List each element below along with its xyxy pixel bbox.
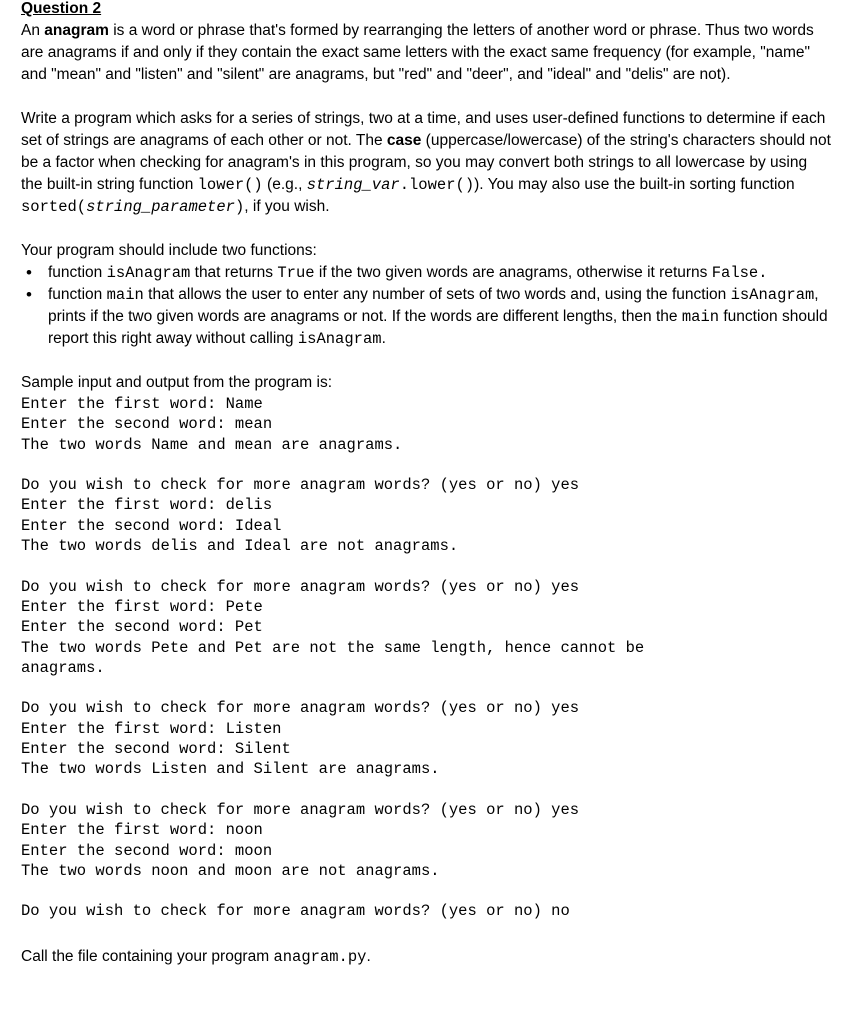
task-text-3: (e.g., xyxy=(262,176,307,193)
item2-text-4: function should report this right away without calling xyxy=(48,308,828,347)
item1-text-2: that returns xyxy=(190,264,278,281)
task-paragraph xyxy=(21,108,831,218)
code-main: main xyxy=(106,286,144,304)
code-false: False. xyxy=(711,264,768,282)
task-text-2: (uppercase/lowercase) of the string's characters should not be a factor when checking for anagram's in this program, so you may convert both strings to all lowercase by using the built-in string function xyxy=(21,132,831,193)
sample-label: Sample input and output from the program is: xyxy=(21,374,333,391)
sample-session-5: Do you wish to check for more anagram words? (yes or no) yes Enter the first word: noon Enter the second word: moon The two words noon and moon are not anagrams. xyxy=(21,800,580,880)
code-string-var: string_var xyxy=(306,176,400,194)
case-word: case xyxy=(386,132,422,149)
question-title: Question 2 xyxy=(21,0,102,17)
sample-session-2: Do you wish to check for more anagram words? (yes or no) yes Enter the first word: delis Enter the second word: Ideal The two words delis and Ideal are not anagrams. xyxy=(21,476,580,556)
intro-paragraph xyxy=(21,20,831,86)
item2-text-2: that allows the user to enter any number of sets of two words and, using the function xyxy=(143,286,731,303)
code-isanagram: isAnagram xyxy=(106,264,191,282)
code-string-parameter: string_parameter xyxy=(86,198,235,216)
item2-text-5: . xyxy=(381,330,386,347)
closing-instruction xyxy=(21,946,831,968)
code-isanagram-ref-2: isAnagram xyxy=(297,330,382,348)
item2-text-1: function xyxy=(48,286,107,303)
task-text-4: ). You may also use the built-in sorting function xyxy=(474,176,795,193)
sample-session-6: Do you wish to check for more anagram words? (yes or no) no xyxy=(21,902,570,921)
code-dot-lower: .lower() xyxy=(399,176,475,194)
code-main-ref: main xyxy=(681,308,720,326)
code-lower: lower() xyxy=(197,176,263,194)
code-sorted: sorted( xyxy=(21,198,87,216)
code-isanagram-ref: isAnagram xyxy=(730,286,815,304)
intro-post: is a word or phrase that's formed by rearranging the letters of another word or phrase. Thus two words are anagrams if and only if they contain the exact same letters with the exact same frequency (for example, "name" and "mean" and "listen" and "silent" are anagrams, but "red" and "deer", and "ideal" and "delis" are not). xyxy=(21,22,814,83)
item1-text-1: function xyxy=(48,264,107,281)
item1-text-3: if the two given words are anagrams, otherwise it returns xyxy=(314,264,712,281)
item2-text-3: , prints if the two given words are anagrams or not. If the words are different lengths, then the xyxy=(48,286,819,325)
sample-session-3: Do you wish to check for more anagram words? (yes or no) yes Enter the first word: Pete Enter the second word: Pet The two words Pete and Pet are not the same length, hence cannot be anagrams. xyxy=(21,577,645,677)
code-true: True xyxy=(277,264,315,282)
task-text-1: Write a program which asks for a series of strings, two at a time, and uses user-defined functions to determine if each set of strings are anagrams of each other or not. The xyxy=(21,110,826,149)
assignment-document xyxy=(21,0,831,968)
sample-session-4: Do you wish to check for more anagram words? (yes or no) yes Enter the first word: Listen Enter the second word: Silent The two words Listen and Silent are anagrams. xyxy=(21,699,580,779)
function-item-main xyxy=(21,284,831,350)
code-close-paren: ) xyxy=(234,198,245,216)
anagram-term: anagram xyxy=(44,22,109,39)
closing-text-2: . xyxy=(366,947,371,965)
intro-pre: An xyxy=(21,22,45,39)
sample-session-1: Enter the first word: Name Enter the second word: mean The two words Name and mean are anagrams. xyxy=(21,395,403,454)
functions-list xyxy=(21,262,831,350)
code-filename: anagram.py xyxy=(273,947,367,966)
functions-intro: Your program should include two functions: xyxy=(21,242,317,259)
function-item-isanagram xyxy=(21,262,831,284)
closing-text-1: Call the file containing your program xyxy=(21,947,274,965)
task-text-5: , if you wish. xyxy=(244,198,330,215)
